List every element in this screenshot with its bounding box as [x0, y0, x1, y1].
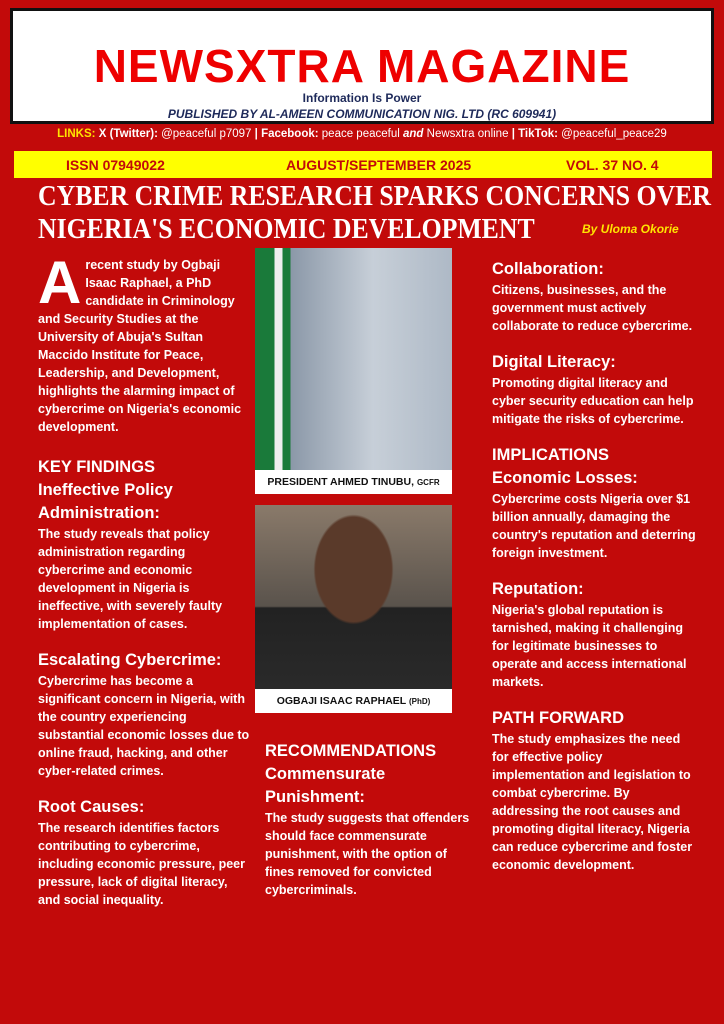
section-body: The research identifies factors contributing to cybercrime, including economic pressure, peer pressure, lack of digital literacy, and social inequality.	[38, 821, 246, 907]
and-text: and	[403, 128, 424, 140]
section-title: Reputation:	[492, 580, 584, 598]
section-title: Commensurate Punishment:	[265, 765, 386, 806]
key-findings-heading: KEY FINDINGS	[38, 458, 156, 476]
section-title: Digital Literacy:	[492, 353, 616, 371]
magazine-title: NEWSXTRA MAGAZINE	[93, 40, 631, 92]
links-label: LINKS:	[57, 128, 96, 140]
volume: VOL. 37 NO. 4	[566, 157, 659, 173]
facebook-handle[interactable]: peace peaceful	[321, 128, 400, 140]
photo-image	[255, 505, 452, 689]
section-body: The study emphasizes the need for effective policy implementation and legislation to combat cybercrime. By addressing the root causes and promoting digital literacy, Nigeria can reduce cybercrime and foster economic development.	[492, 732, 693, 872]
section-body: Cybercrime has become a significant concern in Nigeria, with the country experiencing substantial economic losses due to online fraud, hacking, and other cyber-related crimes.	[38, 674, 250, 778]
path-forward-heading: PATH FORWARD	[492, 709, 624, 727]
section-title: Root Causes:	[38, 798, 145, 816]
section-body: Cybercrime costs Nigeria over $1 billion annually, damaging the country's reputation and deterring foreign investment.	[492, 492, 696, 560]
separator: |	[511, 128, 515, 140]
section-body: Nigeria's global reputation is tarnished, making it challenging for legitimate businesses to operate and access international markets.	[492, 603, 687, 689]
issue-date: AUGUST/SEPTEMBER 2025	[286, 157, 472, 173]
section-body: Citizens, businesses, and the government must actively collaborate to reduce cybercrime.	[492, 283, 693, 333]
section-body: Promoting digital literacy and cyber security education can help mitigate the risks of cybercrime.	[492, 376, 694, 426]
photo-tinubu	[255, 248, 452, 494]
publisher-line: PUBLISHED BY AL-AMEEN COMMUNICATION NIG. LTD (RC 609941)	[167, 107, 557, 121]
masthead	[10, 8, 714, 124]
intro-text: recent study by Ogbaji Isaac Raphael, a PhD candidate in Criminology and Security Studies at the University of Abuja's Sultan Maccido Institute for Peace, Leadership, and Development, highlights the alarming impact of cybercrime on Nigeria's economic development.	[38, 258, 242, 434]
section-title: Economic Losses:	[492, 469, 638, 487]
recommendations-heading: RECOMMENDATIONS	[265, 742, 437, 760]
x-label: X (Twitter):	[98, 128, 158, 140]
facebook-handle-2[interactable]: Newsxtra online	[426, 128, 509, 140]
column-2	[265, 740, 470, 915]
byline: By Uloma Okorie	[582, 222, 679, 236]
headline	[38, 180, 711, 246]
column-3	[492, 258, 697, 890]
facebook-label: Facebook:	[261, 128, 319, 140]
social-links	[0, 128, 724, 140]
photo-image	[255, 248, 452, 470]
column-1	[38, 249, 250, 925]
x-handle[interactable]: @peaceful p7097	[161, 128, 252, 140]
section-title: Ineffective Policy Administration:	[38, 481, 173, 522]
section-body: The study reveals that policy administration regarding cybercrime and economic development in Nigeria is ineffective, with severely faulty implementation of cases.	[38, 527, 223, 631]
headline-line-2: NIGERIA'S ECONOMIC DEVELOPMENT	[38, 214, 535, 245]
drop-cap: A	[38, 249, 82, 316]
photo-caption: PRESIDENT AHMED TINUBU, GCFR	[267, 476, 440, 488]
section-title: Collaboration:	[492, 260, 604, 278]
photo-raphael	[255, 505, 452, 713]
tagline: Information Is Power	[302, 91, 422, 105]
photo-caption: OGBAJI ISAAC RAPHAEL (PhD)	[276, 695, 431, 707]
implications-heading: IMPLICATIONS	[492, 446, 610, 464]
headline-line-1: CYBER CRIME RESEARCH SPARKS CONCERNS OVER	[38, 181, 711, 212]
tiktok-label: TikTok:	[518, 128, 558, 140]
issn: ISSN 07949022	[66, 157, 165, 173]
issue-bar	[14, 151, 712, 178]
separator: |	[254, 128, 258, 140]
section-body: The study suggests that offenders should face commensurate punishment, with the option of fines removed for convicted cybercriminals.	[265, 811, 470, 897]
tiktok-handle[interactable]: @peaceful_peace29	[561, 128, 667, 140]
section-title: Escalating Cybercrime:	[38, 651, 222, 669]
